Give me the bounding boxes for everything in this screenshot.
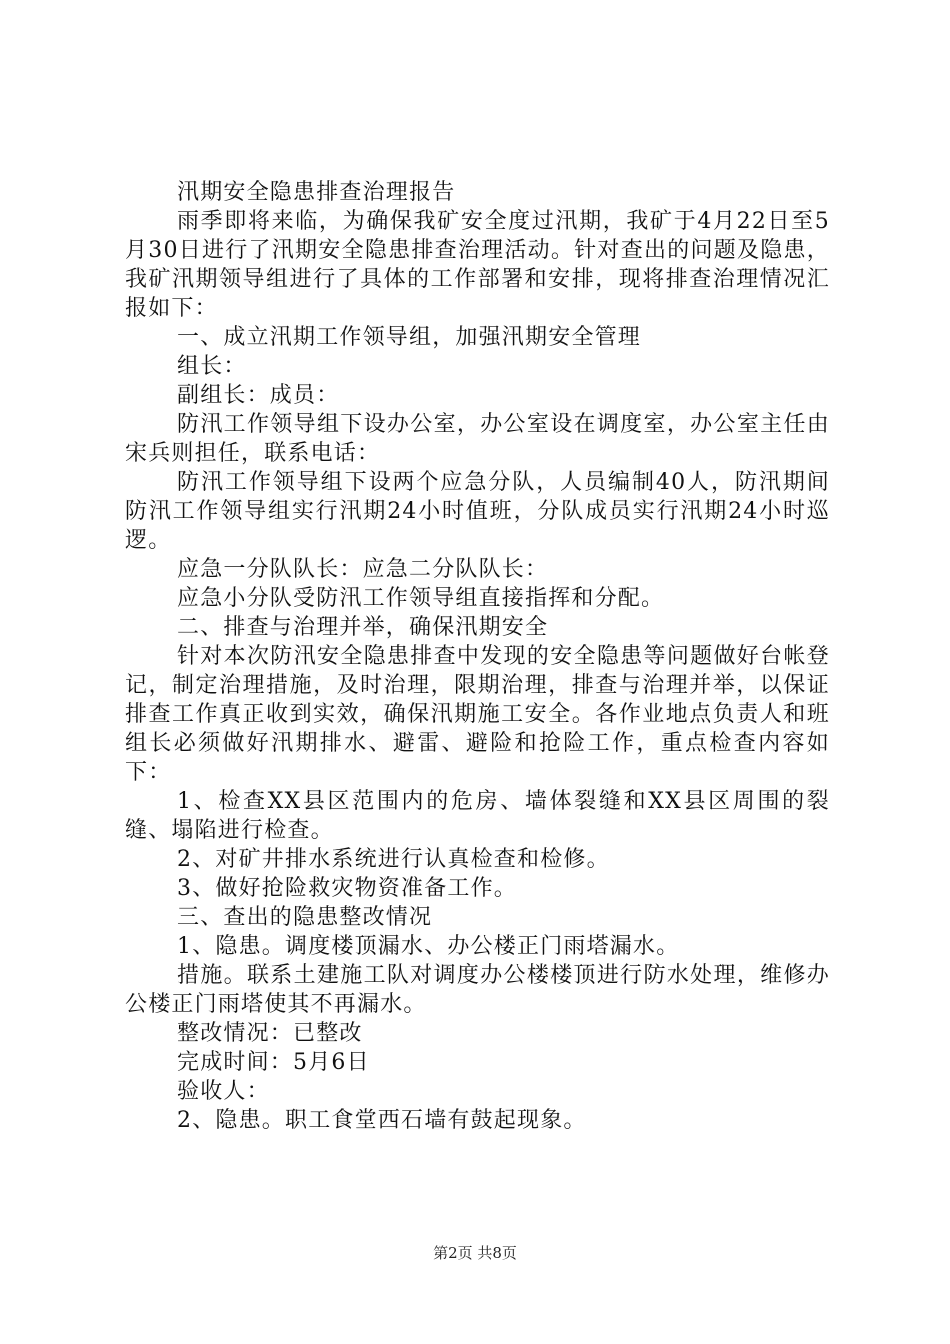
hazard-2: 2、隐患。职工食堂西石墙有鼓起现象。 <box>177 1108 587 1133</box>
document-title: 汛期安全隐患排查治理报告 <box>177 180 456 205</box>
inspection-item-2: 2、对矿井排水系统进行认真检查和检修。 <box>177 847 610 872</box>
hazard-1: 1、隐患。调度楼顶漏水、办公楼正门雨塔漏水。 <box>177 934 680 959</box>
section-heading-1: 一、成立汛期工作领导组，加强汛期安全管理 <box>177 325 642 350</box>
inspection-item-3: 3、做好抢险救灾物资准备工作。 <box>177 876 517 901</box>
deputy-leader-line: 副组长：成员： <box>177 383 340 408</box>
document-body <box>125 178 830 1135</box>
team-leaders-line: 应急一分队队长：应急二分队队长： <box>177 557 549 582</box>
emergency-team-paragraph: 防汛工作领导组下设两个应急分队，人员编制40人，防汛期间防汛工作领导组实行汛期24小时值班，分队成员实行汛期24小时巡逻。 <box>125 470 830 553</box>
inspection-item-1: 1、检查XX县区范围内的危房、墙体裂缝和XX县区周围的裂缝、塌陷进行检查。 <box>125 789 830 843</box>
intro-paragraph: 雨季即将来临，为确保我矿安全度过汛期，我矿于4月22日至5月30日进行了汛期安全隐患排查治理活动。针对查出的问题及隐患，我矿汛期领导组进行了具体的工作部署和安排，现将排查治理情况汇报如下： <box>125 209 830 321</box>
acceptor-line: 验收人： <box>177 1079 270 1104</box>
page-footer <box>0 1243 950 1263</box>
leader-line: 组长： <box>177 354 247 379</box>
section-heading-3: 三、查出的隐患整改情况 <box>177 905 433 930</box>
command-line: 应急小分队受防汛工作领导组直接指挥和分配。 <box>177 586 665 611</box>
office-paragraph: 防汛工作领导组下设办公室，办公室设在调度室，办公室主任由宋兵则担任，联系电话： <box>125 412 830 466</box>
completion-time: 完成时间：5月6日 <box>177 1050 370 1075</box>
page-number-label: 第2页 共8页 <box>433 1244 517 1262</box>
section-heading-2: 二、排查与治理并举，确保汛期安全 <box>177 615 549 640</box>
measure-1: 措施。联系土建施工队对调度办公楼楼顶进行防水处理，维修办公楼正门雨塔使其不再漏水。 <box>125 963 830 1017</box>
rectification-status: 整改情况：已整改 <box>177 1021 363 1046</box>
inspection-paragraph: 针对本次防汛安全隐患排查中发现的安全隐患等问题做好台帐登记，制定治理措施，及时治理，限期治理，排查与治理并举，以保证排查工作真正收到实效，确保汛期施工安全。各作业地点负责人和班组长必须做好汛期排水、避雷、避险和抢险工作，重点检查内容如下： <box>125 644 830 785</box>
